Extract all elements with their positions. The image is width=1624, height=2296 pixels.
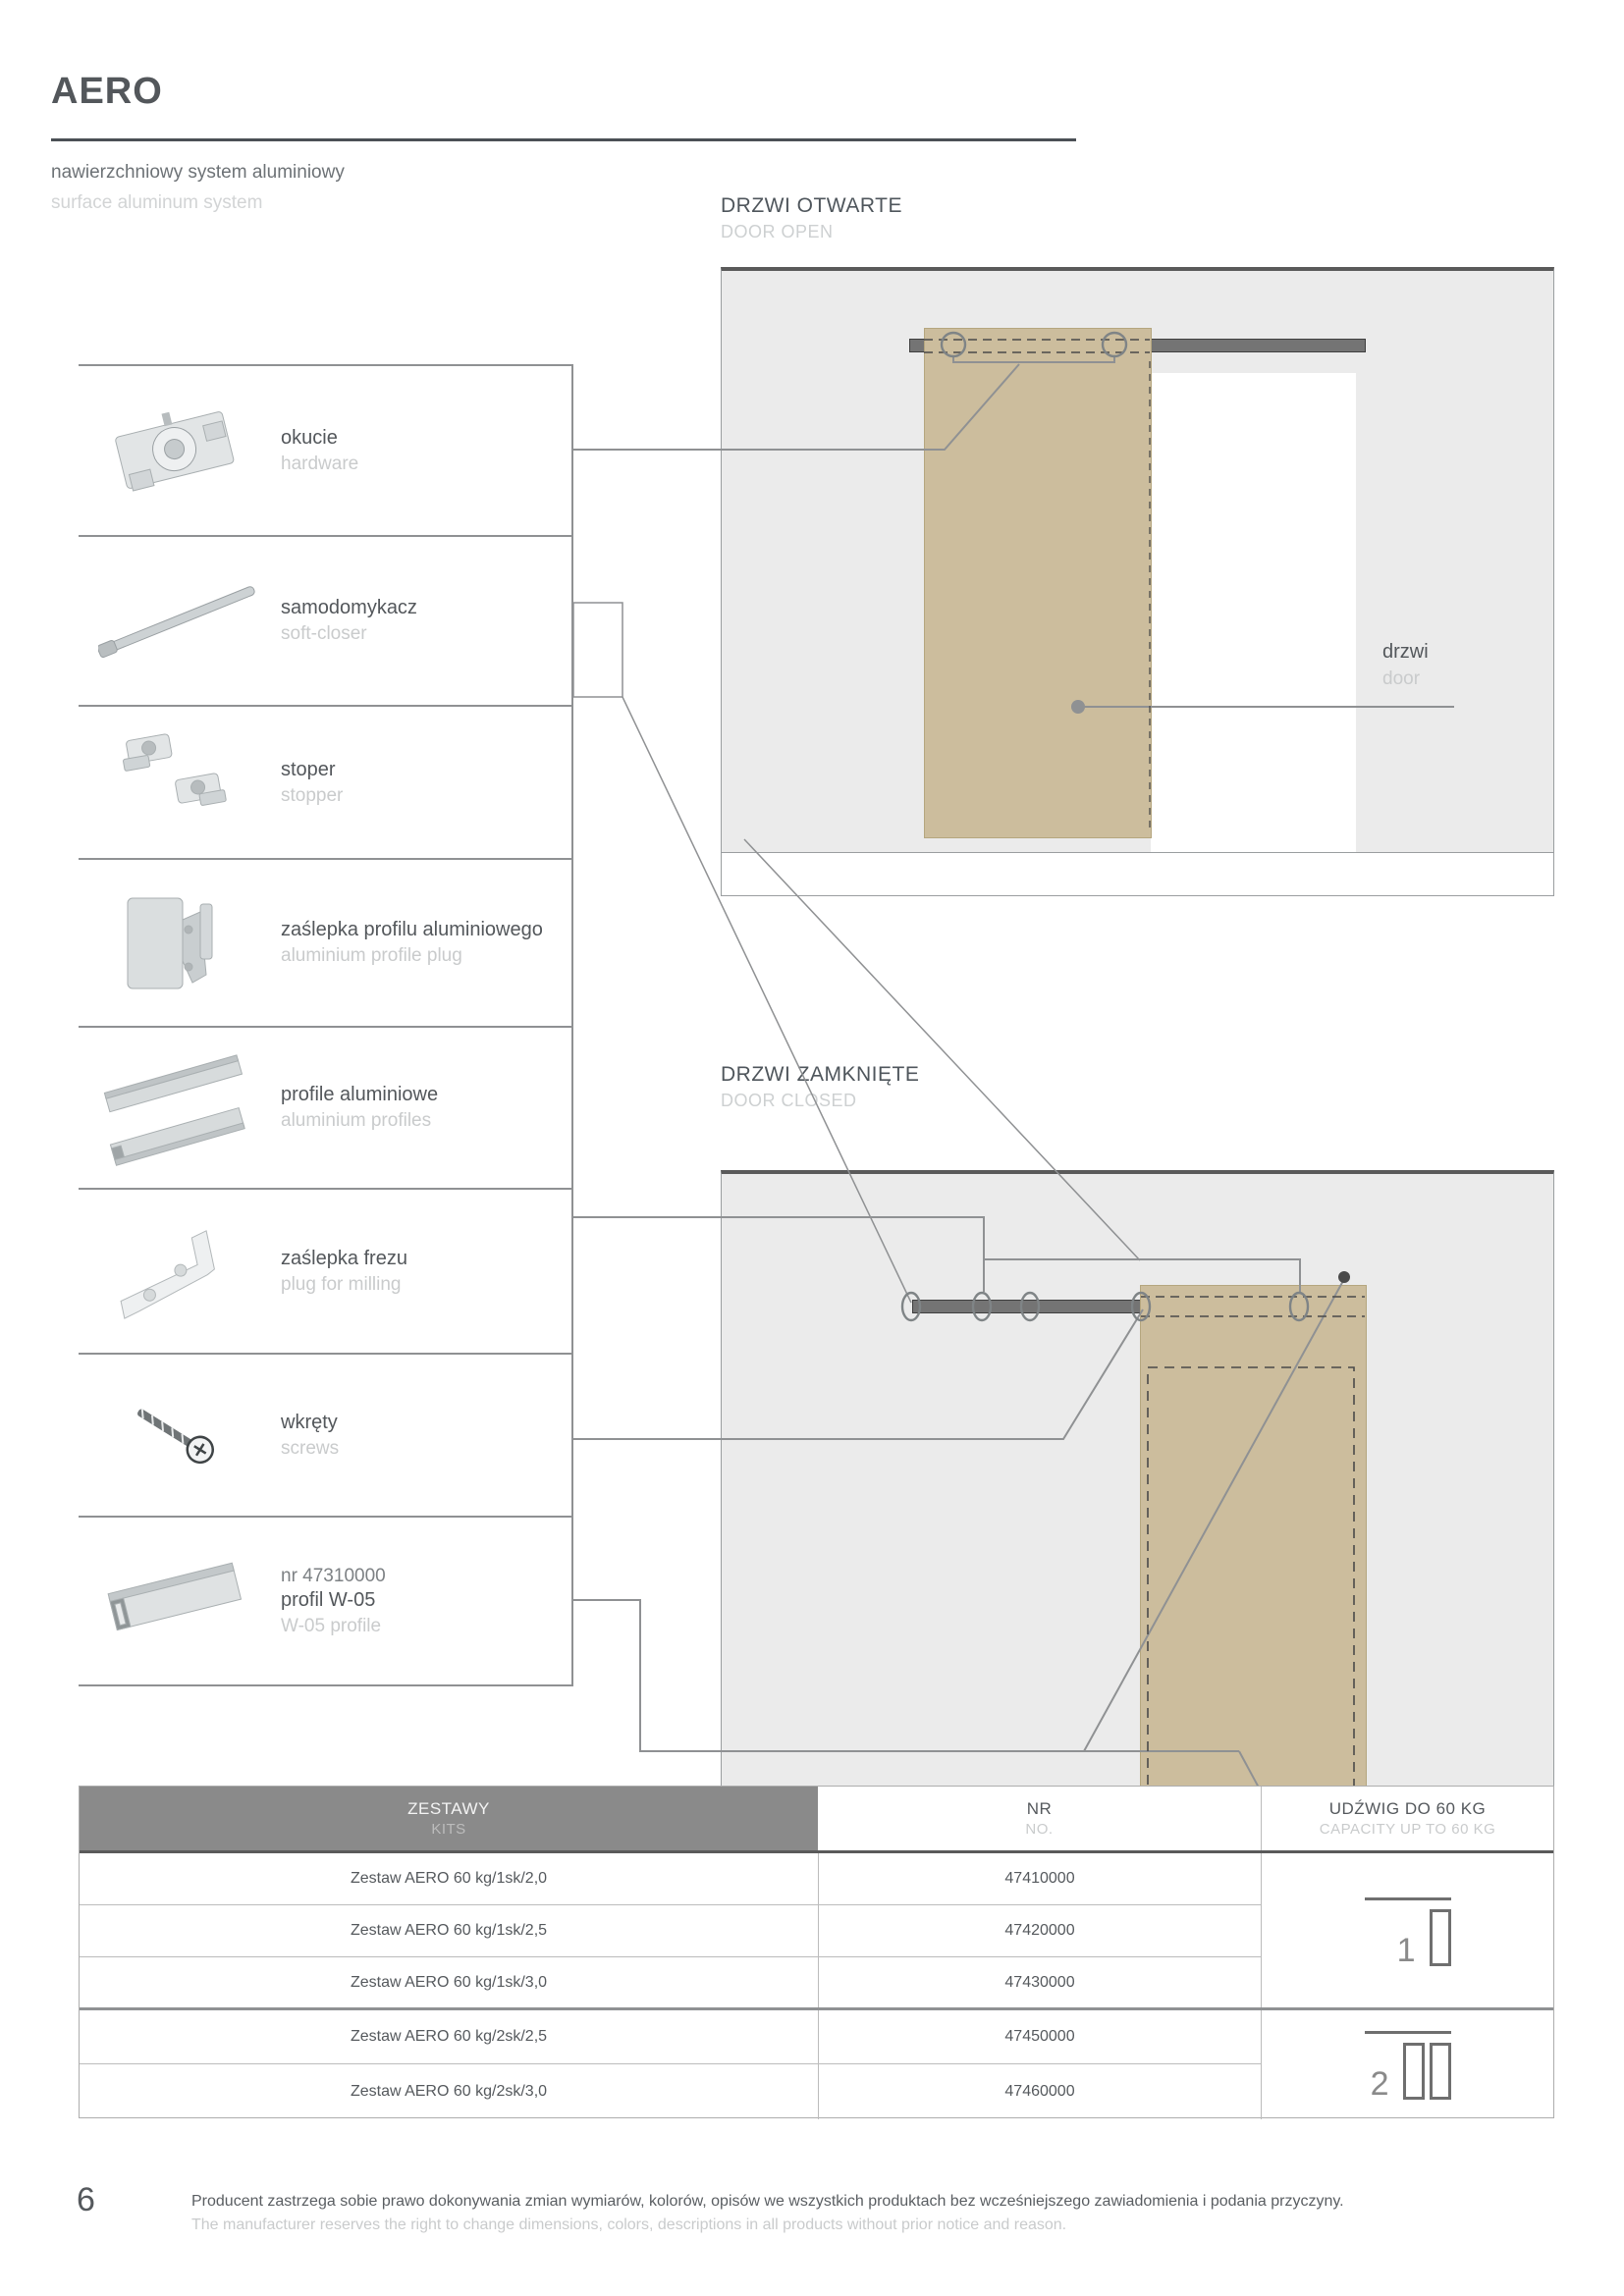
part-row xyxy=(79,1353,571,1516)
sliding-door-closed xyxy=(1140,1285,1367,1857)
subtitle-pl: nawierzchniowy system aluminiowy xyxy=(51,162,345,183)
part-row xyxy=(79,858,571,1026)
part-name-pl: profile aluminiowe xyxy=(281,1084,439,1106)
door-label-en: door xyxy=(1382,668,1421,689)
kit-name-cell: Zestaw AERO 60 kg/1sk/3,0 xyxy=(350,1973,548,1991)
page-number: 6 xyxy=(77,2181,95,2218)
kit-nr-cell: 47450000 xyxy=(818,2010,1261,2064)
disclaimer-pl: Producent zastrzega sobie prawo dokonywania zmian wymiarów, kolorów, opisów we wszystkich produktach bez wcześniejszego zawiadomienia i podania przyczyny. xyxy=(191,2193,1344,2210)
sliding-rail xyxy=(912,1300,1142,1313)
part-name-pl: profil W-05 xyxy=(281,1588,376,1611)
profiles-icon xyxy=(79,1049,275,1167)
sliding-door-open xyxy=(924,328,1152,838)
stopper-icon xyxy=(79,723,275,841)
door-label-pl: drzwi xyxy=(1382,641,1429,663)
part-row xyxy=(79,535,571,705)
title-underline xyxy=(51,138,1076,141)
kit-nr-cell: 47460000 xyxy=(818,2064,1261,2119)
open-diagram-title-en: DOOR OPEN xyxy=(721,222,834,241)
part-name-pl: samodomykacz xyxy=(281,597,417,619)
header-capacity-pl: UDŹWIG DO 60 KG xyxy=(1328,1799,1487,1818)
kit-name-cell: Zestaw AERO 60 kg/2sk/2,5 xyxy=(80,2010,818,2064)
kits-table xyxy=(79,1786,1554,2118)
part-label xyxy=(281,1083,546,1133)
part-row xyxy=(79,1026,571,1188)
open-door-diagram xyxy=(721,267,1554,896)
part-row xyxy=(79,1188,571,1353)
kit-nr-cell: 47430000 xyxy=(818,1957,1261,2007)
part-name-en: stopper xyxy=(281,784,344,806)
part-number: nr 47310000 xyxy=(281,1565,386,1586)
leader-junction-box xyxy=(573,603,623,697)
part-name-pl: zaślepka profilu aluminiowego xyxy=(281,919,543,941)
open-diagram-title-pl: DRZWI OTWARTE xyxy=(721,194,902,217)
double-door-icon xyxy=(1365,2031,1451,2103)
part-name-en: hardware xyxy=(281,453,359,474)
parts-list xyxy=(79,364,573,1686)
part-label xyxy=(281,1565,546,1638)
capacity-count: 2 xyxy=(1370,2064,1389,2103)
part-row xyxy=(79,705,571,858)
floor xyxy=(722,852,1553,895)
disclaimer-en: The manufacturer reserves the right to change dimensions, colors, descriptions in all products without prior notice and reason. xyxy=(191,2216,1067,2233)
part-name-en: plug for milling xyxy=(281,1273,402,1295)
part-label xyxy=(281,426,546,476)
header-capacity-en: CAPACITY UP TO 60 KG xyxy=(1319,1821,1496,1838)
milling-plug-icon xyxy=(79,1212,275,1330)
single-door-icon xyxy=(1365,1897,1451,1970)
kit-nr-cell: 47420000 xyxy=(818,1905,1261,1957)
closed-diagram-title-pl: DRZWI ZAMKNIĘTE xyxy=(721,1063,920,1086)
w05-profile-icon xyxy=(79,1542,275,1660)
part-name-pl: wkręty xyxy=(281,1411,338,1433)
part-label xyxy=(281,918,546,968)
page-title: AERO xyxy=(51,71,163,112)
part-name-pl: okucie xyxy=(281,426,338,449)
kit-nr-cell: 47410000 xyxy=(818,1853,1261,1905)
kit-name-cell: Zestaw AERO 60 kg/1sk/2,5 xyxy=(80,1905,818,1957)
kit-name-cell: Zestaw AERO 60 kg/2sk/3,0 xyxy=(350,2083,548,2100)
part-name-en: aluminium profile plug xyxy=(281,945,462,967)
part-label xyxy=(281,596,546,646)
part-row xyxy=(79,1516,571,1686)
capacity-double-door xyxy=(1262,2010,1553,2119)
subtitle-en: surface aluminum system xyxy=(51,192,263,213)
screws-icon xyxy=(79,1376,275,1494)
capacity-single-door xyxy=(1262,1853,1553,2010)
capacity-count: 1 xyxy=(1396,1932,1416,1970)
part-name-en: W-05 profile xyxy=(281,1615,382,1636)
part-name-en: aluminium profiles xyxy=(281,1110,432,1132)
part-name-en: soft-closer xyxy=(281,623,367,645)
hardware-icon xyxy=(79,392,275,509)
profile-plug-icon xyxy=(79,884,275,1002)
table-header-row xyxy=(80,1787,1553,1853)
part-name-pl: zaślepka frezu xyxy=(281,1247,407,1269)
header-capacity xyxy=(1261,1787,1553,1850)
header-nr xyxy=(818,1787,1261,1850)
part-name-en: screws xyxy=(281,1437,340,1459)
part-name-pl: stoper xyxy=(281,758,336,780)
part-label xyxy=(281,758,546,808)
soft-closer-icon xyxy=(79,562,275,680)
closed-diagram-title-en: DOOR CLOSED xyxy=(721,1091,857,1110)
part-label xyxy=(281,1411,546,1461)
header-nr-pl: NR xyxy=(1026,1799,1053,1818)
header-kits-pl: ZESTAWY xyxy=(407,1799,490,1818)
header-nr-en: NO. xyxy=(1025,1821,1054,1838)
header-kits-en: KITS xyxy=(431,1821,466,1838)
part-row xyxy=(79,364,571,535)
doorway-opening xyxy=(1151,373,1356,852)
part-label xyxy=(281,1247,546,1297)
kit-name-cell: Zestaw AERO 60 kg/1sk/2,0 xyxy=(80,1853,818,1905)
header-kits xyxy=(80,1787,818,1850)
